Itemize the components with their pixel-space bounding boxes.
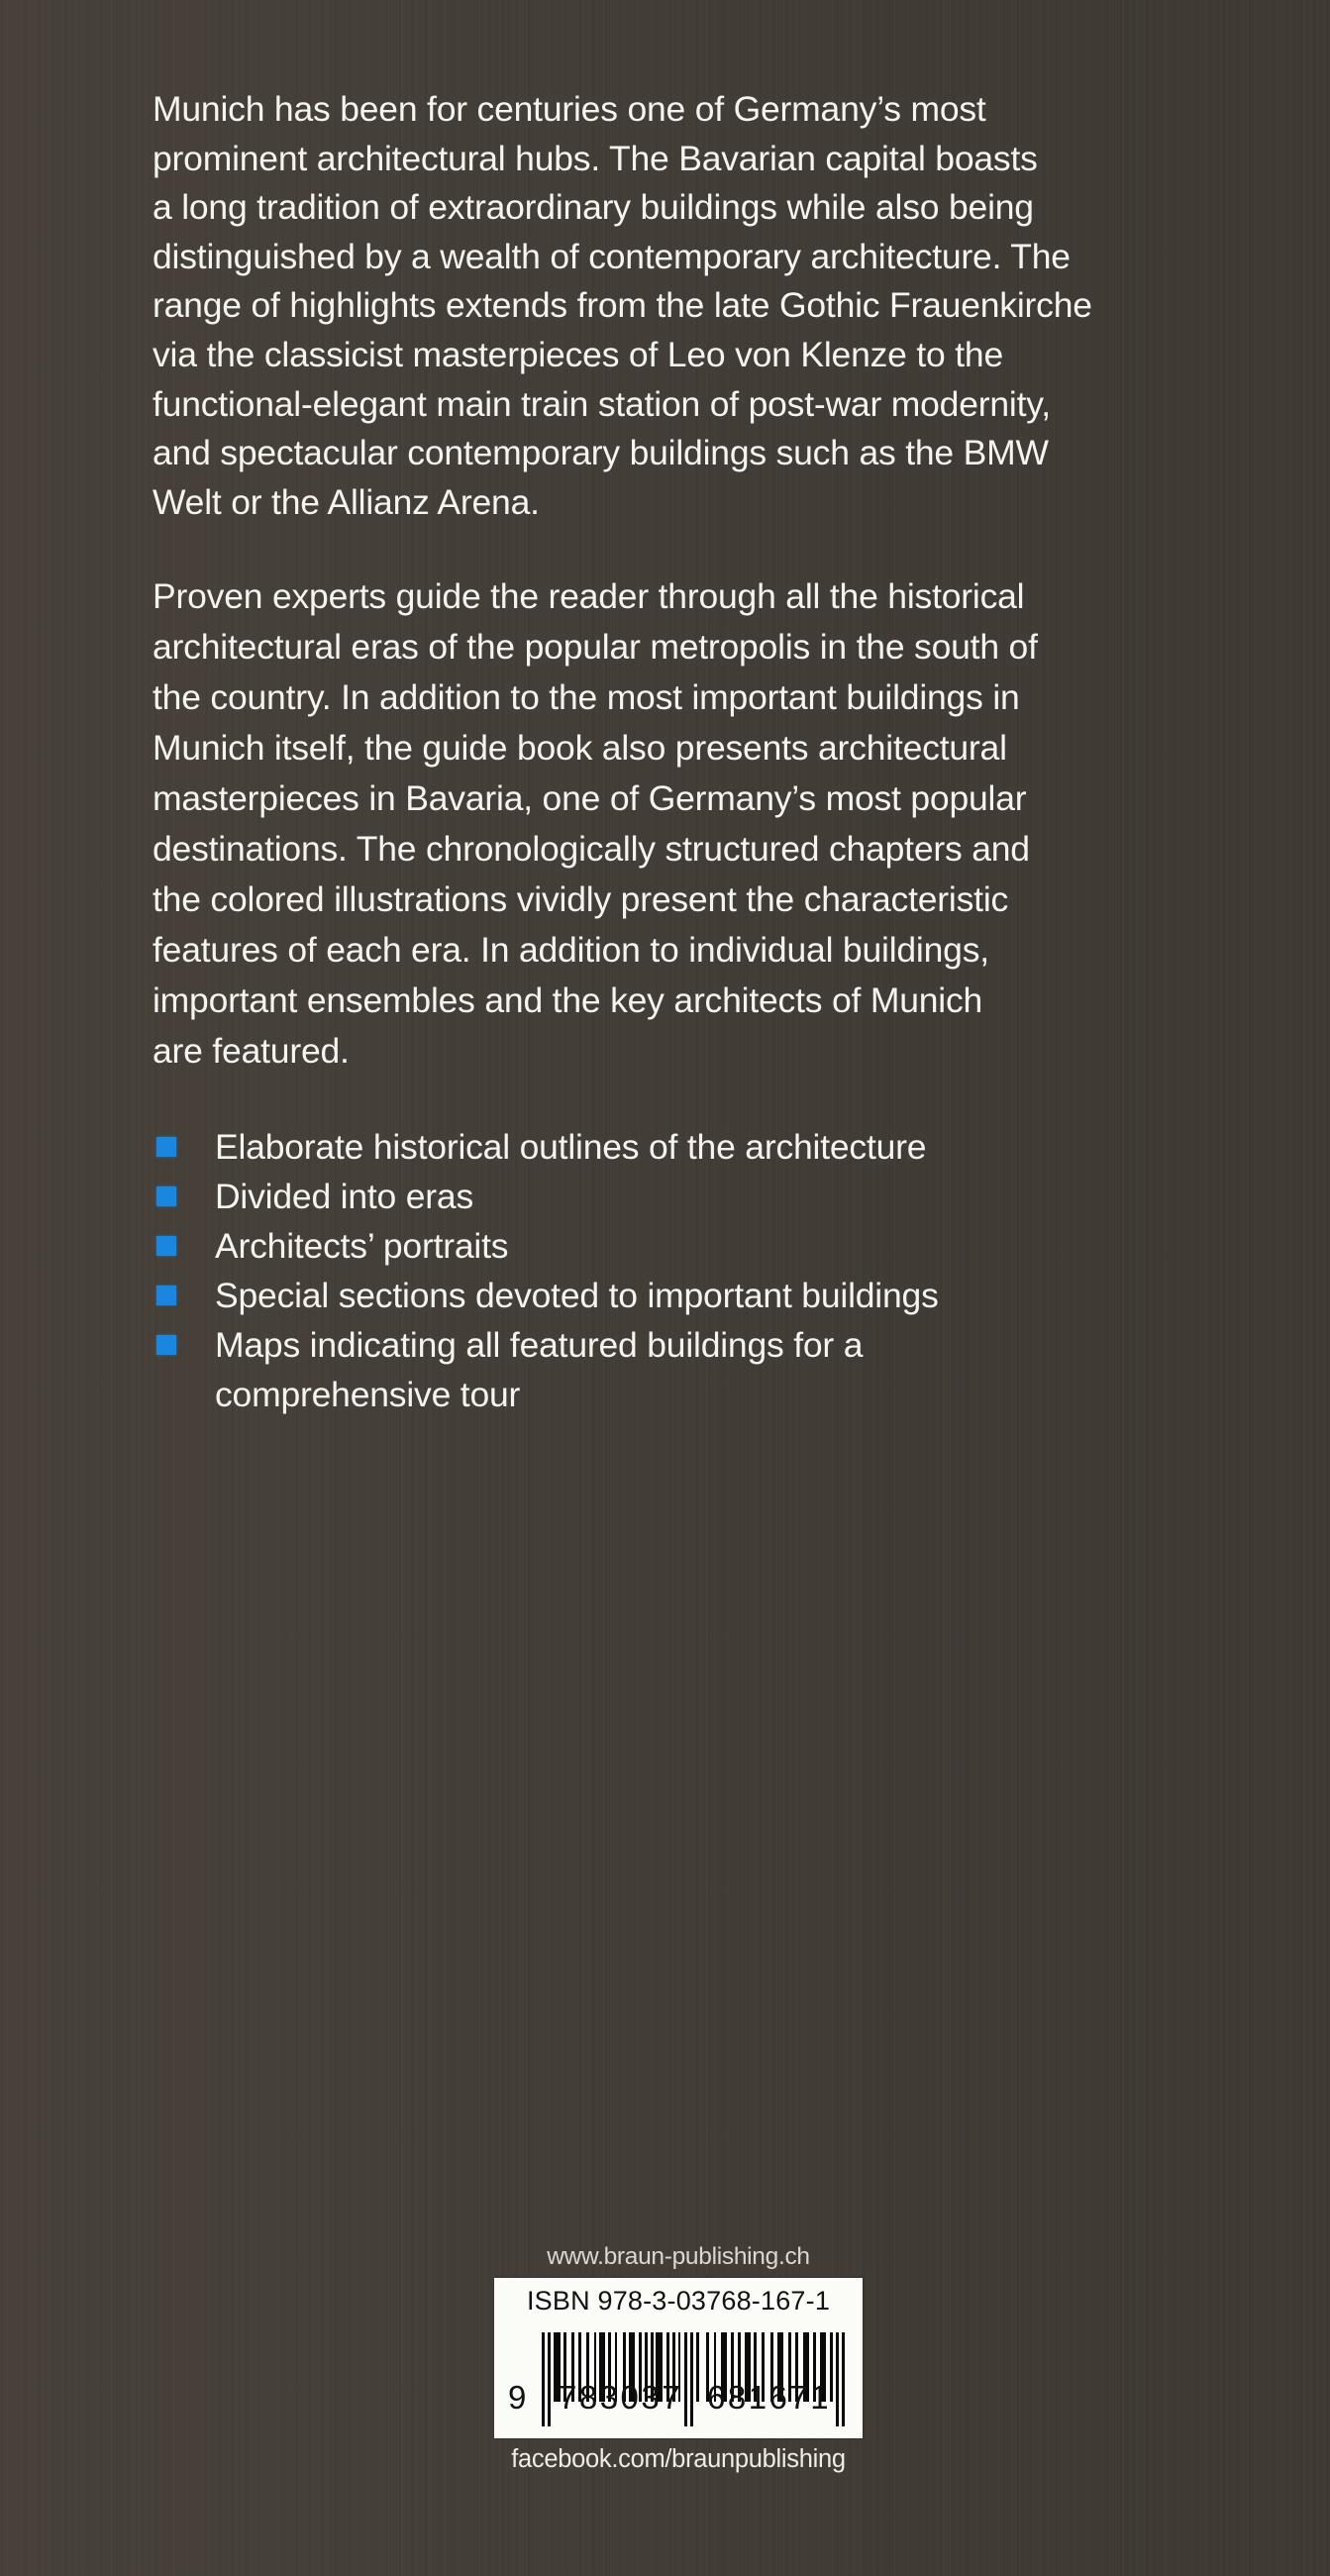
feature-list-item [153, 1122, 939, 1172]
isbn-barcode [494, 2278, 863, 2438]
feature-list-item [153, 1271, 939, 1320]
text-line: Munich itself, the guide book also presents architectural [153, 728, 1007, 768]
square-bullet-icon [156, 1137, 176, 1157]
text-line: destinations. The chronologically structured chapters and [153, 829, 1030, 869]
barcode-digits-left: 783037 [559, 2379, 683, 2416]
text-line: Welt or the Allianz Arena. [153, 481, 540, 522]
text-line: via the classicist masterpieces of Leo von Klenze to the [153, 334, 1004, 374]
square-bullet-icon [156, 1186, 176, 1206]
feature-label: Elaborate historical outlines of the architecture [215, 1127, 927, 1167]
text-line: the colored illustrations vividly present the characteristic [153, 879, 1009, 919]
text-line: important ensembles and the key architects of Munich [153, 980, 983, 1020]
text-line: distinguished by a wealth of contemporary architecture. The [153, 236, 1071, 276]
text-line: and spectacular contemporary buildings such as the BMW [153, 433, 1049, 473]
feature-label: Special sections devoted to important buildings [215, 1276, 939, 1315]
publisher-website-link[interactable]: www.braun-publishing.ch [547, 2243, 810, 2270]
text-line: Proven experts guide the reader through all the historical [153, 576, 1025, 616]
feature-list-item [153, 1172, 939, 1221]
feature-label: Architects’ portraits [215, 1226, 509, 1266]
feature-label-continuation: comprehensive tour [215, 1375, 521, 1414]
text-line: are featured. [153, 1031, 350, 1071]
feature-label: Divided into eras [215, 1177, 474, 1216]
text-line: the country. In addition to the most important buildings in [153, 677, 1020, 717]
facebook-link[interactable]: facebook.com/braunpublishing [511, 2445, 846, 2473]
square-bullet-icon [156, 1286, 176, 1305]
text-line: range of highlights extends from the late Gothic Frauenkirche [153, 285, 1092, 326]
feature-list-item [153, 1221, 939, 1271]
feature-list [153, 1122, 939, 1419]
text-line: architectural eras of the popular metropolis in the south of [153, 627, 1038, 667]
text-line: Munich has been for centuries one of Germany’s most [153, 89, 986, 129]
barcode-digits-right: 681671 [707, 2379, 832, 2416]
description-paragraph-2 [153, 571, 1242, 1077]
text-line: features of each era. In addition to individual buildings, [153, 930, 989, 970]
square-bullet-icon [156, 1236, 176, 1256]
square-bullet-icon [156, 1335, 176, 1355]
text-line: a long tradition of extraordinary buildings while also being [153, 187, 1034, 228]
text-line: prominent architectural hubs. The Bavarian capital boasts [153, 138, 1038, 178]
feature-label: Maps indicating all featured buildings for a [215, 1325, 864, 1365]
feature-list-item [153, 1320, 939, 1419]
text-line: functional-elegant main train station of post-war modernity, [153, 383, 1051, 424]
text-line: masterpieces in Bavaria, one of Germany’s most popular [153, 778, 1027, 818]
isbn-number: ISBN 978-3-03768-167-1 [526, 2286, 831, 2316]
barcode-digit-first: 9 [508, 2379, 529, 2416]
description-paragraph-1 [153, 85, 1242, 527]
